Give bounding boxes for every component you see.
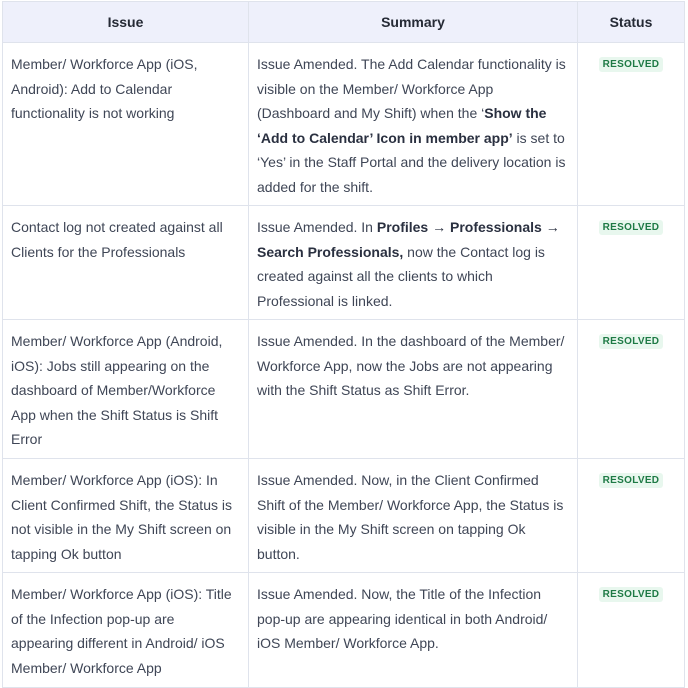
summary-cell: Issue Amended. Now, in the Client Confirmed Shift of the Member/ Workforce App, the Status is visible in the My Shift screen on tapping Ok button. bbox=[249, 459, 578, 572]
status-badge: RESOLVED bbox=[599, 220, 664, 235]
status-cell bbox=[578, 573, 684, 687]
issue-cell: Contact log not created against all Clients for the Professionals bbox=[3, 206, 249, 319]
header-issue: Issue bbox=[3, 2, 249, 42]
summary-cell: Issue Amended. In the dashboard of the Member/ Workforce App, now the Jobs are not appearing with the Shift Status as Shift Error. bbox=[249, 320, 578, 458]
status-cell bbox=[578, 43, 684, 205]
status-cell bbox=[578, 206, 684, 319]
status-badge: RESOLVED bbox=[599, 334, 664, 349]
issue-cell: Member/ Workforce App (iOS): Title of the Infection pop-up are appearing different in Android/ iOS Member/ Workforce App bbox=[3, 573, 249, 687]
header-summary: Summary bbox=[249, 2, 578, 42]
table-row bbox=[3, 43, 684, 206]
table-header-row bbox=[3, 2, 684, 43]
issue-cell: Member/ Workforce App (Android, iOS): Jobs still appearing on the dashboard of Member/Workforce App when the Shift Status is Shift Error bbox=[3, 320, 249, 458]
status-badge: RESOLVED bbox=[599, 473, 664, 488]
status-badge: RESOLVED bbox=[599, 587, 664, 602]
table-row bbox=[3, 320, 684, 459]
summary-cell: Issue Amended. Now, the Title of the Infection pop-up are appearing identical in both Android/ iOS Member/ Workforce App. bbox=[249, 573, 578, 687]
summary-cell: Issue Amended. In Profiles → Professionals → Search Professionals, now the Contact log is created against all the clients to which Professional is linked. bbox=[249, 206, 578, 319]
status-cell bbox=[578, 459, 684, 572]
header-status: Status bbox=[609, 14, 653, 30]
summary-cell: Issue Amended. The Add Calendar functionality is visible on the Member/ Workforce App (Dashboard and My Shift) when the ‘Show the ‘Add to Calendar’ Icon in member app’ is set to ‘Yes’ in the Staff Portal and the delivery location is added for the shift. bbox=[249, 43, 578, 205]
issue-cell: Member/ Workforce App (iOS): In Client Confirmed Shift, the Status is not visible in the My Shift screen on tapping Ok button bbox=[3, 459, 249, 572]
release-notes-table bbox=[2, 1, 685, 688]
status-badge: RESOLVED bbox=[599, 57, 664, 72]
table-row bbox=[3, 459, 684, 573]
status-cell bbox=[578, 320, 684, 458]
table-row bbox=[3, 573, 684, 687]
issue-cell: Member/ Workforce App (iOS, Android): Add to Calendar functionality is not working bbox=[3, 43, 249, 205]
table-row bbox=[3, 206, 684, 320]
